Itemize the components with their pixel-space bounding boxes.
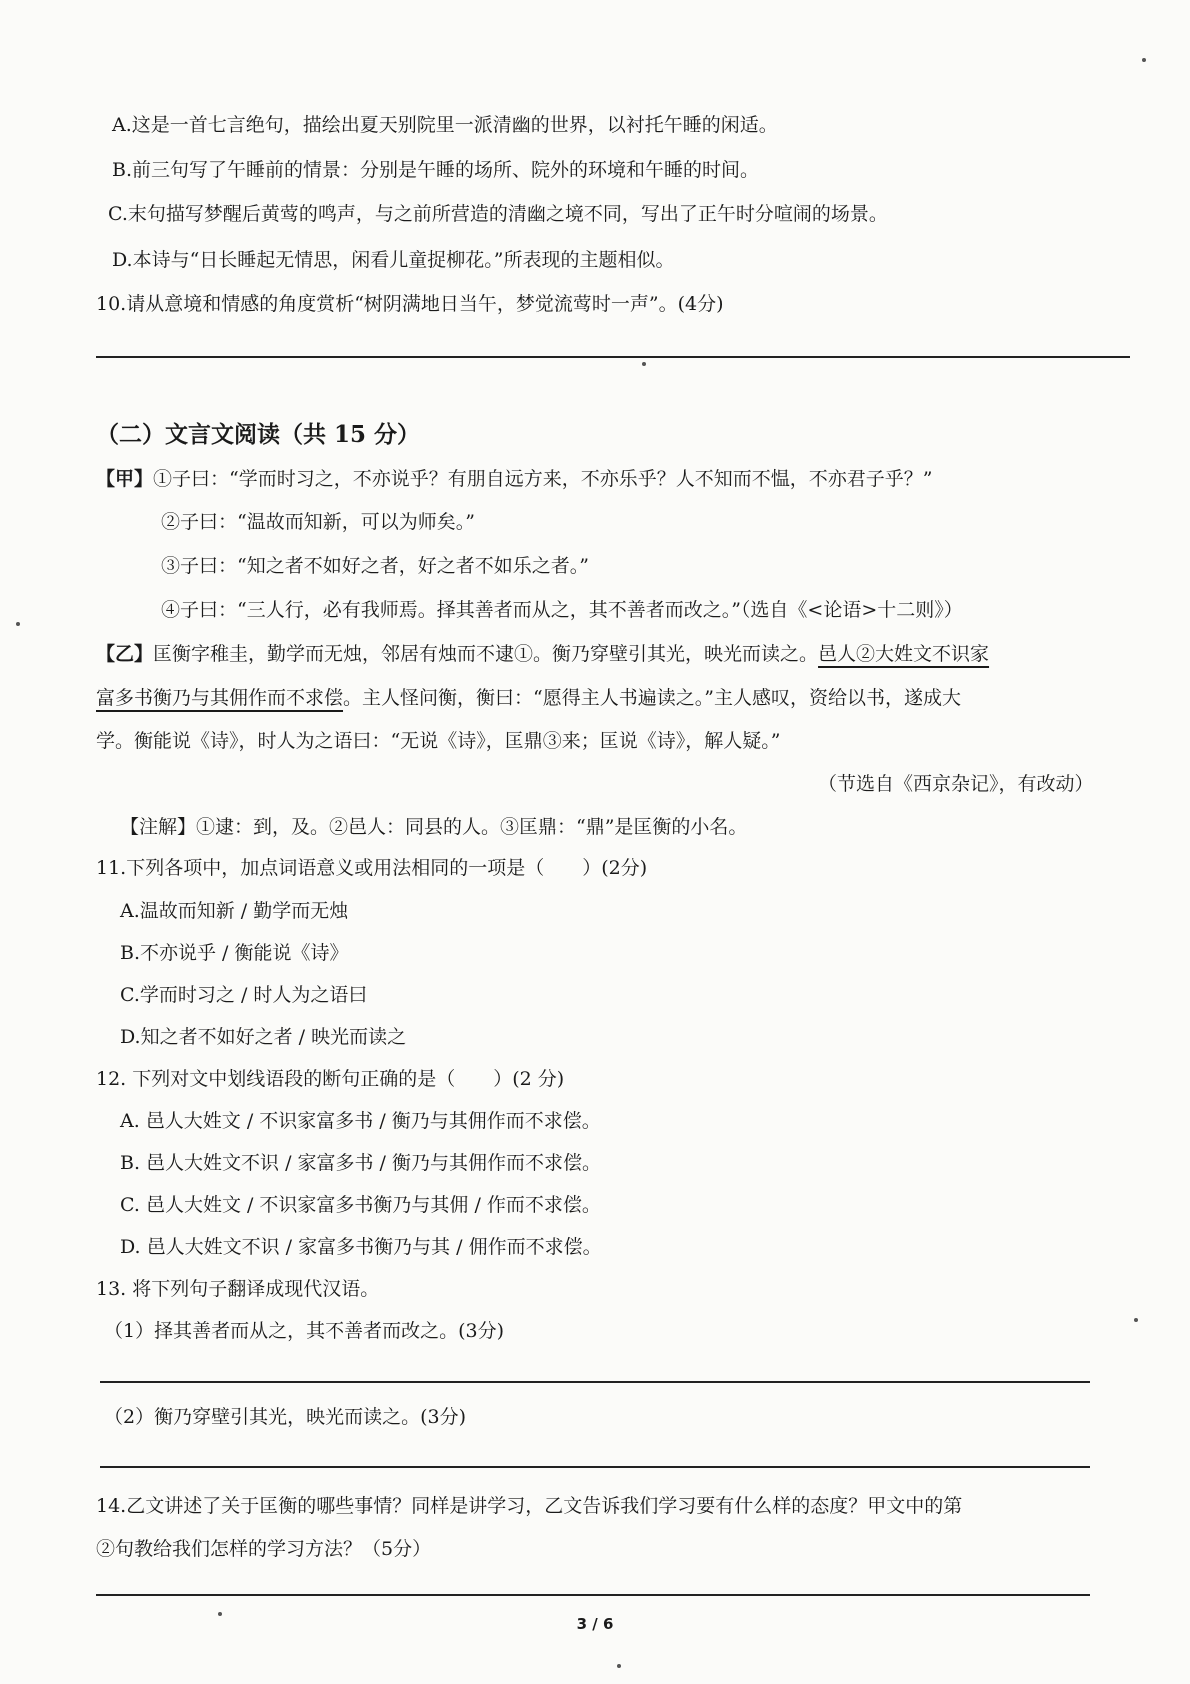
passage-jia-2: ②子曰：“温故而知新，可以为师矣。”	[161, 511, 475, 533]
passage-notes: 【注解】①逮：到，及。②邑人：同县的人。③匡鼎：“鼎”是匡衡的小名。	[120, 816, 748, 838]
q10-prompt: 10.请从意境和情感的角度赏析“树阴满地日当午，梦觉流莺时一声”。(4分)	[96, 293, 724, 315]
q14-line-2: ②句教给我们怎样的学习方法？（5分）	[96, 1538, 432, 1560]
q12-option-b: B. 邑人大姓文不识 / 家富多书 / 衡乃与其佣作而不求偿。	[120, 1152, 602, 1174]
q13-part-1-answer-line[interactable]	[100, 1381, 1090, 1383]
q11-option-d: D.知之者不如好之者 / 映光而读之	[120, 1026, 407, 1048]
passage-yi-label: 【乙】	[96, 643, 154, 665]
passage-jia-1-text: ①子曰：“学而时习之，不亦说乎？有朋自远方来，不亦乐乎？人不知而不愠，不亦君子乎？”	[153, 468, 933, 490]
q13-stem: 13. 将下列句子翻译成现代汉语。	[96, 1278, 380, 1300]
passage-yi-underlined-end: 富多书衡乃与其佣作而不求偿	[96, 687, 344, 709]
passage-source: （节选自《西京杂记》，有改动）	[818, 773, 1094, 795]
q10-answer-line[interactable]	[96, 356, 1130, 358]
scan-speck	[617, 1664, 621, 1668]
passage-jia-4: ④子曰：“三人行，必有我师焉。择其善者而从之，其不善者而改之。”（选自《<论语>十二则》）	[161, 599, 963, 621]
q11-stem: 11.下列各项中，加点词语意义或用法相同的一项是（ ）(2分)	[96, 857, 648, 879]
passage-yi-line-2	[96, 689, 961, 708]
q13-part-1: （1）择其善者而从之，其不善者而改之。(3分)	[104, 1320, 505, 1342]
q14-answer-line[interactable]	[96, 1594, 1090, 1596]
passage-yi-underlined-start: 邑人②大姓文不识家	[818, 643, 990, 665]
q11-option-b: B.不亦说乎 / 衡能说《诗》	[120, 942, 349, 964]
passage-jia-1	[96, 470, 932, 489]
q12-option-c: C. 邑人大姓文 / 不识家富多书衡乃与其佣 / 作而不求偿。	[120, 1194, 601, 1216]
q9-option-b: B.前三句写了午睡前的情景：分别是午睡的场所、院外的环境和午睡的时间。	[112, 159, 760, 181]
q9-option-d: D.本诗与“日长睡起无情思，闲看儿童捉柳花。”所表现的主题相似。	[112, 249, 675, 271]
scan-speck	[1142, 58, 1146, 62]
q12-option-a: A. 邑人大姓文 / 不识家富多书 / 衡乃与其佣作而不求偿。	[120, 1110, 601, 1132]
passage-jia-3: ③子曰：“知之者不如好之者，好之者不如乐之者。”	[161, 555, 589, 577]
passage-yi-line-2-text: 。主人怪问衡，衡曰：“愿得主人书遍读之。”主人感叹，资给以书，遂成大	[343, 687, 961, 709]
scan-speck	[218, 1612, 222, 1616]
q9-option-a: A.这是一首七言绝句，描绘出夏天别院里一派清幽的世界，以衬托午睡的闲适。	[112, 114, 778, 136]
scan-speck	[16, 622, 20, 626]
page-number: 3 / 6	[576, 1615, 614, 1633]
passage-yi-line-1-text: 匡衡字稚圭，勤学而无烛，邻居有烛而不逮①。衡乃穿壁引其光，映光而读之。	[153, 643, 819, 665]
q11-option-a: A.温故而知新 / 勤学而无烛	[120, 900, 349, 922]
q12-stem: 12. 下列对文中划线语段的断句正确的是（ ）(2 分)	[96, 1068, 565, 1090]
q11-option-c: C.学而时习之 / 时人为之语曰	[120, 984, 368, 1006]
section-heading: （二）文言文阅读（共 15 分）	[96, 421, 421, 448]
passage-jia-label: 【甲】	[96, 468, 154, 490]
q9-option-c: C.末句描写梦醒后黄莺的鸣声，与之前所营造的清幽之境不同，写出了正午时分喧闹的场景。	[108, 203, 888, 225]
q13-part-2: （2）衡乃穿壁引其光，映光而读之。(3分)	[104, 1406, 467, 1428]
q13-part-2-answer-line[interactable]	[100, 1466, 1090, 1468]
scan-speck	[1134, 1318, 1138, 1322]
q12-option-d: D. 邑人大姓文不识 / 家富多书衡乃与其 / 佣作而不求偿。	[120, 1236, 602, 1258]
passage-yi-line-1	[96, 645, 989, 664]
scan-speck	[642, 362, 646, 366]
q14-line-1: 14.乙文讲述了关于匡衡的哪些事情？同样是讲学习，乙文告诉我们学习要有什么样的态度？甲文中的第	[96, 1495, 963, 1517]
passage-yi-line-3: 学。衡能说《诗》，时人为之语曰：“无说《诗》，匡鼎③来；匡说《诗》，解人疑。”	[96, 730, 781, 752]
